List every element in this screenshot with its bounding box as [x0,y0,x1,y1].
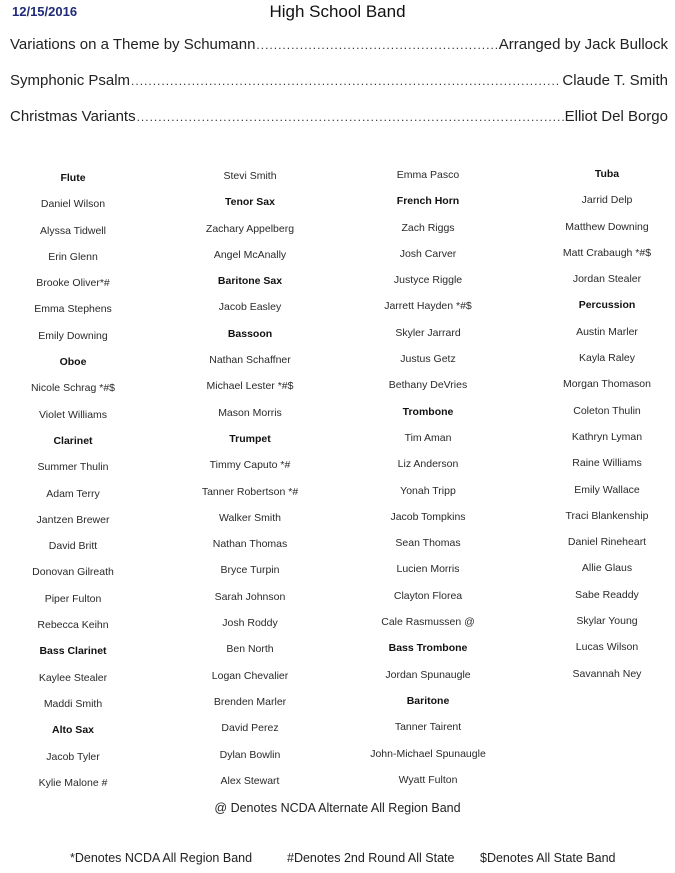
section-heading: Tuba [594,168,620,180]
member-name: Kaylee Stealer [38,671,108,684]
member-name: Tanner Robertson *# [201,485,299,498]
member-name: Alex Stewart [220,774,280,787]
member-name: Brooke Oliver*# [36,277,110,290]
member-name: Emma Pasco [396,169,460,181]
member-name: Mason Morris [218,406,282,419]
member-name: Stevi Smith [223,170,277,182]
member-name: Emily Wallace [574,483,640,496]
section-heading: Baritone Sax [217,275,283,288]
member-name: Emily Downing [38,329,108,342]
member-name: Dylan Bowlin [219,748,281,761]
piece-composer: Claude T. Smith [562,72,668,89]
roster-column-2 [165,163,335,794]
section-heading: Percussion [578,299,636,312]
member-name: John-Michael Spunaugle [370,747,486,760]
member-name: Logan Chevalier [211,669,289,682]
legend-all-state: $Denotes All State Band [480,851,616,865]
member-name: Skyler Jarrard [395,326,461,339]
legend-all-region: *Denotes NCDA All Region Band [70,851,253,865]
member-name: Josh Carver [399,247,457,260]
member-name: Daniel Rineheart [567,536,647,549]
roster-column-1 [0,165,158,796]
section-heading: Tenor Sax [225,196,275,209]
member-name: Walker Smith [218,511,282,524]
member-name: Piper Fulton [44,592,102,605]
member-name: Coleton Thulin [573,404,641,417]
member-name: Ben North [226,643,274,656]
member-name: Michael Lester *#$ [206,380,294,393]
dot-leader [256,38,497,52]
piece-title: Variations on a Theme by Schumann [10,36,256,53]
member-name: Kayla Raley [578,352,636,365]
piece-composer: Arranged by Jack Bullock [498,36,668,53]
member-name: Angel McAnally [213,248,287,261]
member-name: Jarrid Delp [581,194,633,207]
member-name: Allie Glaus [581,562,633,575]
member-name: Jordan Spunaugle [385,668,471,681]
member-name: Timmy Caputo *# [209,459,291,472]
member-name: Lucien Morris [396,563,460,576]
member-name: Sean Thomas [395,537,461,550]
member-name: Zach Riggs [401,221,455,234]
member-name: Austin Marler [576,325,638,338]
member-name: Alyssa Tidwell [40,224,106,237]
member-name: Matthew Downing [565,220,649,233]
member-name: Matt Crabaugh *#$ [562,246,652,259]
member-name: Cale Rasmussen @ [381,616,475,629]
section-heading: Alto Sax [51,724,94,737]
program-list [10,36,668,144]
member-name: Raine Williams [572,457,642,470]
member-name: Bethany DeVries [388,379,468,392]
member-name: Sarah Johnson [214,590,286,603]
member-name: Jacob Tyler [46,750,100,763]
roster-column-3 [343,162,513,793]
member-name: Jacob Tompkins [390,510,466,523]
date-label: 12/15/2016 [12,4,78,19]
dot-leader [131,74,561,88]
program-item [10,36,668,72]
member-name: Savannah Ney [572,667,642,680]
member-name: Rebecca Keihn [37,619,109,632]
section-heading: Trombone [402,405,454,418]
member-name: Kylie Malone # [38,776,108,789]
section-heading: Bassoon [227,327,273,340]
member-name: David Britt [48,540,98,553]
section-heading: French Horn [396,195,460,208]
member-name: Nathan Thomas [212,538,288,551]
member-name: Wyatt Fulton [398,773,458,786]
member-name: Adam Terry [46,487,100,500]
member-name: Josh Roddy [222,617,278,630]
section-heading: Clarinet [53,434,93,447]
member-name: Yonah Tripp [400,484,456,497]
page-title: High School Band [269,2,406,21]
member-name: Daniel Wilson [40,198,106,211]
alternate-note: @ Denotes NCDA Alternate All Region Band [214,801,461,815]
member-name: Bryce Turpin [220,564,280,577]
member-name: Justyce Riggle [393,274,463,287]
member-name: Nathan Schaffner [209,354,291,367]
member-name: Kathryn Lyman [571,430,643,443]
member-name: Tim Aman [404,431,452,444]
program-item [10,108,668,144]
member-name: David Perez [221,722,279,735]
member-name: Donovan Gilreath [32,566,114,579]
legend-second-round: #Denotes 2nd Round All State [287,851,455,865]
band-roster [0,165,675,805]
member-name: Skylar Young [576,615,638,628]
section-heading: Bass Clarinet [39,645,107,658]
member-name: Jantzen Brewer [36,513,110,526]
member-name: Sabe Readdy [575,588,639,601]
member-name: Jarrett Hayden *#$ [384,300,472,313]
member-name: Justus Getz [400,353,456,366]
section-heading: Bass Trombone [388,642,468,655]
member-name: Traci Blankenship [565,509,649,522]
member-name: Emma Stephens [34,303,112,316]
member-name: Zachary Appelberg [205,222,295,235]
member-name: Summer Thulin [37,461,109,474]
member-name: Jordan Stealer [572,273,642,286]
member-name: Lucas Wilson [575,641,639,654]
member-name: Nicole Schrag *#$ [30,382,116,395]
member-name: Morgan Thomason [563,378,651,391]
roster-column-4 [522,161,675,687]
member-name: Tanner Tairent [394,721,462,734]
section-heading: Trumpet [229,432,271,445]
member-name: Erin Glenn [48,250,98,263]
program-item [10,72,668,108]
dot-leader [137,110,564,124]
section-heading: Flute [60,172,86,184]
member-name: Brenden Marler [213,695,287,708]
section-heading: Oboe [59,356,87,369]
member-name: Maddi Smith [43,697,103,710]
piece-title: Christmas Variants [10,108,136,125]
member-name: Violet Williams [38,408,108,421]
piece-title: Symphonic Psalm [10,72,131,89]
piece-composer: Elliot Del Borgo [564,108,668,125]
member-name: Liz Anderson [397,458,459,471]
member-name: Clayton Florea [393,589,463,602]
member-name: Jacob Easley [218,301,282,314]
section-heading: Baritone [406,694,450,707]
